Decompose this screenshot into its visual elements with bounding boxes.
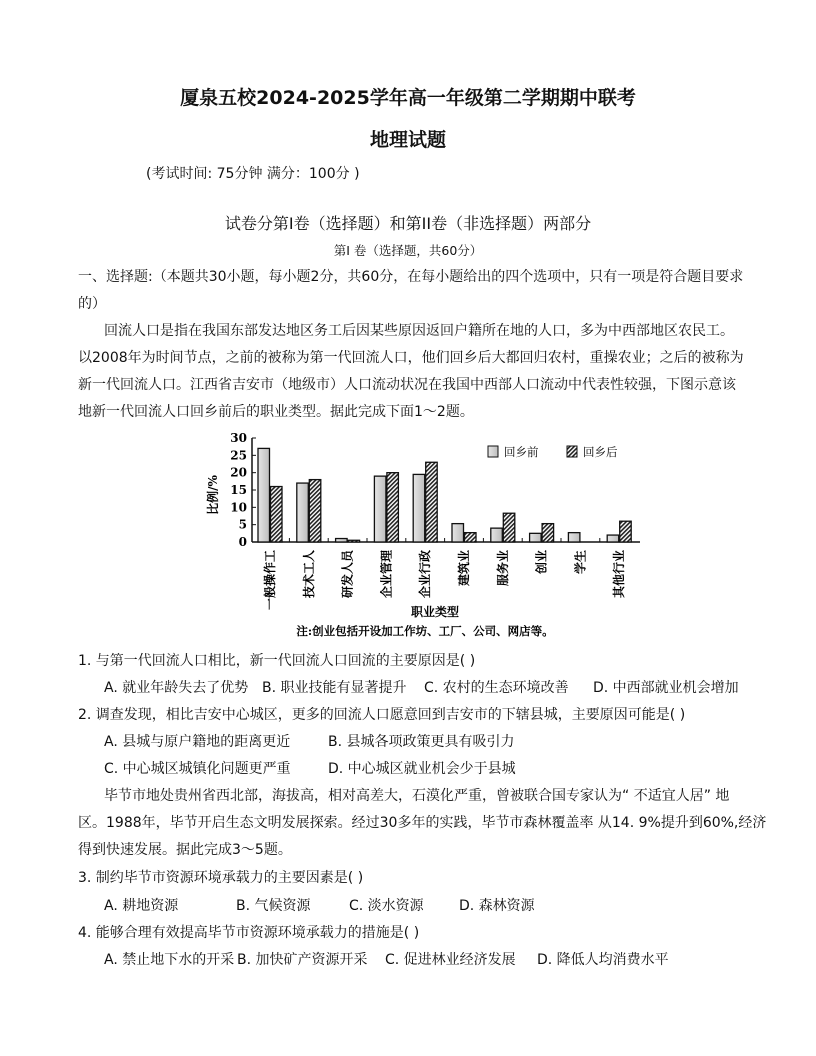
option-c[interactable]: C. 淡水资源 <box>349 898 424 914</box>
option-a[interactable]: A. 禁止地下水的开采 <box>104 952 235 968</box>
bar-before <box>530 533 542 542</box>
passage-line: 回流人口是指在我国东部发达地区务工后因某些原因返回户籍所在地的人口，多为中西部地区农民工。 <box>104 323 734 339</box>
y-tick-label: 5 <box>238 517 247 532</box>
x-category-label: 服务业 <box>495 550 510 587</box>
x-axis-label: 职业类型 <box>410 605 460 619</box>
option-d[interactable]: D. 森林资源 <box>459 898 535 914</box>
x-category-label: 其他行业 <box>612 550 627 599</box>
option-d[interactable]: D. 中西部就业机会增加 <box>593 680 739 696</box>
option-b[interactable]: B. 职业技能有显著提升 <box>262 680 407 696</box>
bar-after <box>271 487 283 542</box>
legend-swatch-after <box>567 446 577 457</box>
x-category-label: 企业管理 <box>379 550 394 599</box>
passage-line: 新一代回流人口。江西省吉安市（地级市）人口流动状况在我国中西部人口流动中代表性较强，下图示意该 <box>78 377 736 393</box>
y-axis-label: 比例/% <box>206 475 220 515</box>
section-instruction: 一、选择题:（本题共30小题，每小题2分，共60分，在每小题给出的四个选项中，只有一项是符合题目要求 <box>78 269 744 285</box>
x-category-label: 研发人员 <box>340 550 355 599</box>
y-tick-label: 15 <box>230 483 247 497</box>
legend <box>488 445 618 459</box>
legend-swatch-before <box>488 446 498 457</box>
bar-after <box>387 473 399 542</box>
y-tick-label: 10 <box>230 500 247 515</box>
option-a[interactable]: A. 耕地资源 <box>104 898 179 914</box>
x-category-label: 建筑业 <box>457 550 471 587</box>
y-tick-label: 20 <box>230 465 247 480</box>
bar-after <box>542 524 554 542</box>
option-c[interactable]: C. 中心城区城镇化问题更严重 <box>104 761 291 777</box>
bar-after <box>620 521 632 542</box>
option-a[interactable]: A. 就业年龄失去了优势 <box>104 680 249 696</box>
occupation-bar-chart <box>195 430 645 645</box>
exam-title: 厦泉五校2024-2025学年高一年级第二学期期中联考 <box>180 87 636 109</box>
bar-after <box>426 462 438 542</box>
bar-after <box>309 480 321 542</box>
bar-before <box>413 474 425 542</box>
chart-note: 注:创业包括开设加工作坊、工厂、公司、网店等。 <box>296 624 554 638</box>
question-stem: 2. 调查发现，相比吉安中心城区，更多的回流人口愿意回到吉安市的下辖县城，主要原因可能是( ) <box>78 707 686 723</box>
legend-label-after: 回乡后 <box>583 445 618 459</box>
bar-before <box>374 476 386 542</box>
bar-before <box>491 528 503 542</box>
legend-label-before: 回乡前 <box>504 445 539 459</box>
parts-heading: 试卷分第I卷（选择题）和第II卷（非选择题）两部分 <box>224 214 592 233</box>
x-category-label: 学生 <box>573 550 588 575</box>
question-stem: 1. 与第一代回流人口相比，新一代回流人口回流的主要原因是( ) <box>78 653 476 669</box>
option-d[interactable]: D. 中心城区就业机会少于县城 <box>328 761 516 777</box>
x-category-label: 一般操作工 <box>263 550 277 611</box>
y-tick-label: 30 <box>230 431 247 445</box>
passage-line: 以2008年为时间节点，之前的被称为第一代回流人口，他们回乡后大都回归农村，重操农业；之后的被称为 <box>78 350 744 366</box>
section-instruction-end: 的） <box>78 296 106 312</box>
y-tick-label: 0 <box>238 535 247 549</box>
option-b[interactable]: B. 加快矿产资源开采 <box>237 952 368 968</box>
question-stem: 4. 能够合理有效提高毕节市资源环境承载力的措施是( ) <box>78 925 420 941</box>
option-b[interactable]: B. 气候资源 <box>236 898 311 914</box>
passage-line: 区。1988年，毕节开启生态文明发展探索。经过30多年的实践，毕节市森林覆盖率 从14. 9%提升到60%,经济 <box>78 815 767 831</box>
option-c[interactable]: C. 促进林业经济发展 <box>385 952 516 968</box>
x-category-label: 企业行政 <box>418 550 433 599</box>
passage-line: 得到快速发展。据此完成3～5题。 <box>78 842 292 858</box>
x-category-label: 技术工人 <box>301 550 316 599</box>
bar-before <box>452 524 464 542</box>
bar-after <box>503 513 515 542</box>
y-tick-label: 25 <box>230 448 247 463</box>
exam-info: (考试时间: 75分钟 满分：100分 ) <box>146 166 360 182</box>
exam-subtitle: 地理试题 <box>369 129 446 151</box>
bar-before <box>297 483 309 542</box>
option-a[interactable]: A. 县城与原户籍地的距离更近 <box>104 734 291 750</box>
option-d[interactable]: D. 降低人均消费水平 <box>537 952 669 968</box>
bar-after <box>348 540 360 542</box>
option-c[interactable]: C. 农村的生态环境改善 <box>424 680 569 696</box>
bar-after <box>465 533 477 542</box>
option-b[interactable]: B. 县城各项政策更具有吸引力 <box>328 734 515 750</box>
bar-before <box>607 535 619 542</box>
question-stem: 3. 制约毕节市资源环境承载力的主要因素是( ) <box>78 870 364 886</box>
bar-before <box>258 448 270 542</box>
bar-before <box>336 539 348 542</box>
passage-line: 毕节市地处贵州省西北部，海拔高，相对高差大，石漠化严重，曾被联合国专家认为“ 不适宜人居” 地 <box>104 788 730 804</box>
passage-line: 地新一代回流人口回乡前后的职业类型。据此完成下面1～2题。 <box>78 404 474 420</box>
x-category-label: 创业 <box>534 550 549 575</box>
bar-before <box>568 533 580 542</box>
part1-heading: 第I 卷（选择题，共60分） <box>333 243 483 258</box>
